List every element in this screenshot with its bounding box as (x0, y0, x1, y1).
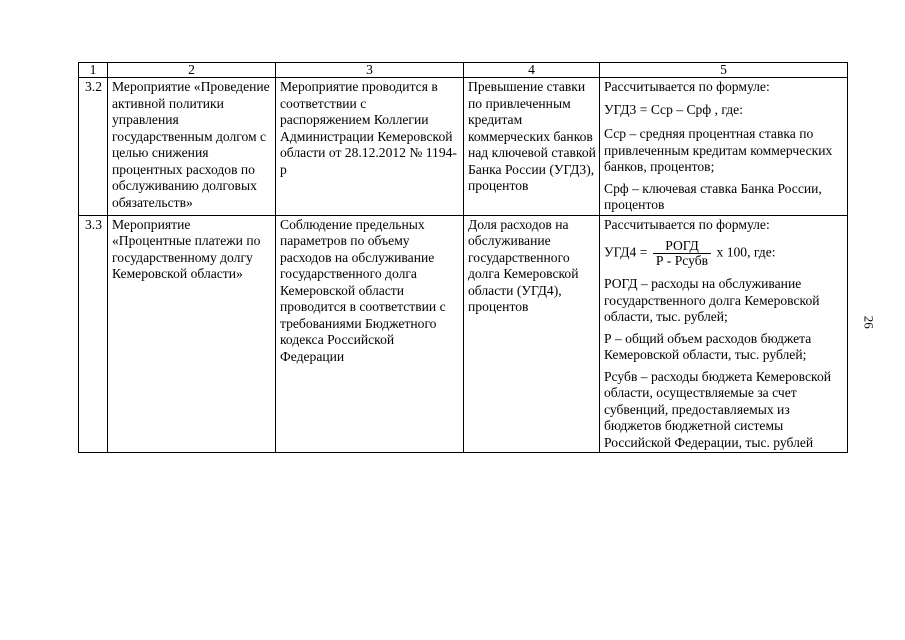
header-col-3: 3 (276, 63, 464, 78)
page-number: 26 (861, 315, 877, 329)
definition: Сср – средняя процентная ставка по привлеченным кредитам коммерческих банков, процентов; (604, 126, 833, 174)
condition-cell: Мероприятие проводится в соответствии с распоряжением Коллегии Администрации Кемеровской области от 28.12.2012 № 1194-р (276, 78, 464, 216)
method-cell (600, 215, 848, 453)
header-col-4: 4 (464, 63, 600, 78)
definition: Рсубв – расходы бюджета Кемеровской области, осуществляемые за счет субвенций, предоставляемых из бюджетов бюджетной системы Российской Федерации, тыс. рублей (604, 368, 832, 450)
method-intro: Рассчитывается по формуле: (604, 79, 770, 94)
header-col-2: 2 (108, 63, 276, 78)
measure-cell: Мероприятие «Процентные платежи по государственному долгу Кемеровской области» (108, 215, 276, 453)
row-number: 3.2 (79, 78, 108, 216)
row-number: 3.3 (79, 215, 108, 453)
header-col-1: 1 (79, 63, 108, 78)
indicator-cell: Превышение ставки по привлеченным кредитам коммерческих банков над ключевой ставкой Банка России (УГД3), процентов (464, 78, 600, 216)
table-row (79, 215, 848, 453)
formula (604, 239, 844, 268)
formula-denominator: Р - Рсубв (655, 253, 709, 268)
formula-lhs: УГД4 = (604, 244, 648, 260)
definition: РОГД – расходы на обслуживание государственного долга Кемеровской области, тыс. рублей; (604, 276, 820, 324)
method-cell (600, 78, 848, 216)
formula-fraction (653, 239, 711, 268)
measure-cell: Мероприятие «Проведение активной политики управления государственным долгом с целью снижения процентных расходов по обслуживанию долговых обязательств» (108, 78, 276, 216)
formula-numerator: РОГД (653, 239, 711, 254)
condition-cell: Соблюдение предельных параметров по объему расходов на обслуживание государственного долга Кемеровской области проводится в соответствии с требованиями Бюджетного кодекса Российской Федерации (276, 215, 464, 453)
header-col-5: 5 (600, 63, 848, 78)
header-row (79, 63, 848, 78)
table-row (79, 78, 848, 216)
method-intro: Рассчитывается по формуле: (604, 216, 770, 232)
definition: Срф – ключевая ставка Банка России, процентов (604, 180, 822, 212)
formula: УГД3 = Сср – Срф , где: (604, 101, 743, 117)
formula-rhs: х 100, где: (716, 244, 776, 260)
definition: Р – общий объем расходов бюджета Кемеровской области, тыс. рублей; (604, 330, 812, 362)
measures-table (78, 62, 848, 453)
indicator-cell: Доля расходов на обслуживание государственного долга Кемеровской области (УГД4), процентов (464, 215, 600, 453)
